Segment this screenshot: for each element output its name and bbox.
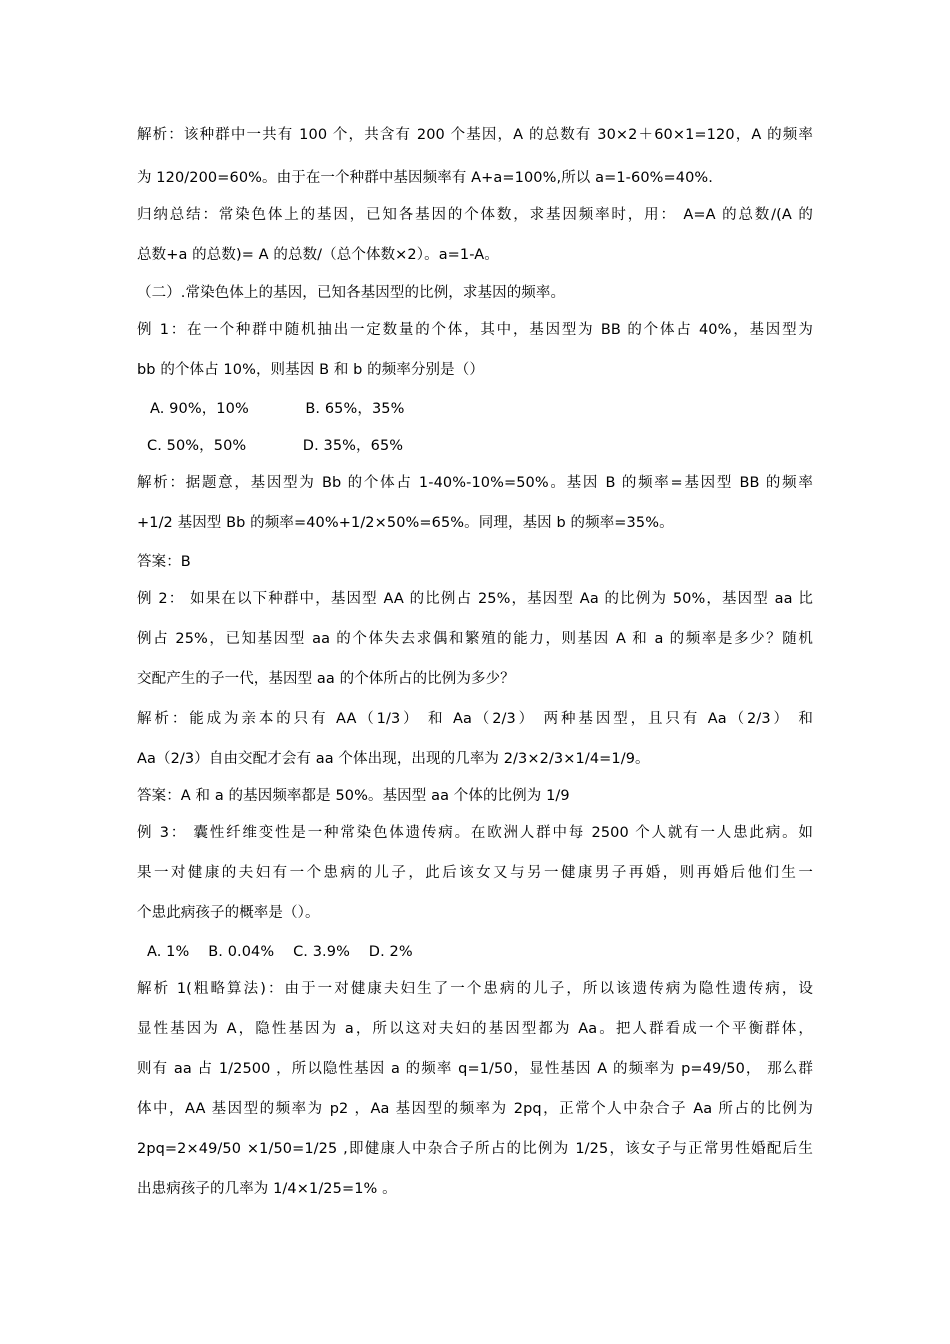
- answer-options: A. 1% B. 0.04% C. 3.9% D. 2%: [147, 944, 413, 960]
- paragraph-line: 解析：该种群中一共有 100 个，共含有 200 个基因，A 的总数有 30×2＋60×1=120，A 的频率: [137, 127, 813, 143]
- paragraph-line: 例 2： 如果在以下种群中，基因型 AA 的比例占 25%，基因型 Aa 的比例为 50%，基因型 aa 比: [137, 591, 813, 607]
- answer-options: A. 90%，10% B. 65%，35%: [150, 401, 405, 417]
- paragraph-line: 总数+a 的总数)= A 的总数/（总个体数×2）。a=1-A。: [137, 247, 499, 263]
- paragraph-line: 解析：能成为亲本的只有 AA（1/3） 和 Aa（2/3） 两种基因型，且只有 Aa（2/3） 和: [137, 711, 813, 727]
- paragraph-line: Aa（2/3）自由交配才会有 aa 个体出现，出现的几率为 2/3×2/3×1/4=1/9。: [137, 751, 650, 767]
- paragraph-line: 果一对健康的夫妇有一个患病的儿子，此后该女又与另一健康男子再婚，则再婚后他们生一: [137, 865, 813, 881]
- paragraph-line: bb 的个体占 10%，则基因 B 和 b 的频率分别是（）: [137, 362, 484, 378]
- paragraph-line: 显性基因为 A，隐性基因为 a，所以这对夫妇的基因型都为 Aa。把人群看成一个平衡群体，: [137, 1021, 813, 1037]
- answer-options: C. 50%，50% D. 35%，65%: [147, 438, 404, 454]
- paragraph-line: +1/2 基因型 Bb 的频率=40%+1/2×50%=65%。同理，基因 b 的频率=35%。: [137, 515, 674, 531]
- answer-line: 答案：B: [137, 554, 191, 570]
- paragraph-line: 个患此病孩子的概率是（）。: [137, 905, 320, 921]
- answer-line: 答案：A 和 a 的基因频率都是 50%。基因型 aa 个体的比例为 1/9: [137, 788, 570, 804]
- section-heading: （二）.常染色体上的基因，已知各基因型的比例，求基因的频率。: [137, 285, 566, 301]
- paragraph-line: 出患病孩子的几率为 1/4×1/25=1% 。: [137, 1181, 397, 1197]
- paragraph-line: 例 1：在一个种群中随机抽出一定数量的个体，其中，基因型为 BB 的个体占 40%，基因型为: [137, 322, 813, 338]
- paragraph-line: 归纳总结：常染色体上的基因，已知各基因的个体数，求基因频率时，用： A=A 的总数/(A 的: [137, 207, 813, 223]
- paragraph-line: 交配产生的子一代，基因型 aa 的个体所占的比例为多少？: [137, 671, 515, 687]
- paragraph-line: 体中，AA 基因型的频率为 p2 ，Aa 基因型的频率为 2pq，正常个人中杂合子 Aa 所占的比例为: [137, 1101, 813, 1117]
- paragraph-line: 例 3： 囊性纤维变性是一种常染色体遗传病。在欧洲人群中每 2500 个人就有一人患此病。如: [137, 825, 813, 841]
- paragraph-line: 解析：据题意，基因型为 Bb 的个体占 1-40%-10%=50%。基因 B 的频率=基因型 BB 的频率: [137, 475, 813, 491]
- paragraph-line: 则有 aa 占 1/2500 ，所以隐性基因 a 的频率 q=1/50，显性基因 A 的频率为 p=49/50， 那么群: [137, 1061, 813, 1077]
- paragraph-line: 解析 1(粗略算法)：由于一对健康夫妇生了一个患病的儿子，所以该遗传病为隐性遗传病，设: [137, 981, 813, 997]
- paragraph-line: 为 120/200=60%。由于在一个种群中基因频率有 A+a=100%,所以 a=1-60%=40%.: [137, 170, 714, 186]
- paragraph-line: 2pq=2×49/50 ×1/50=1/25 ,即健康人中杂合子所占的比例为 1/25，该女子与正常男性婚配后生: [137, 1141, 813, 1157]
- paragraph-line: 例占 25%，已知基因型 aa 的个体失去求偶和繁殖的能力，则基因 A 和 a 的频率是多少？随机: [137, 631, 813, 647]
